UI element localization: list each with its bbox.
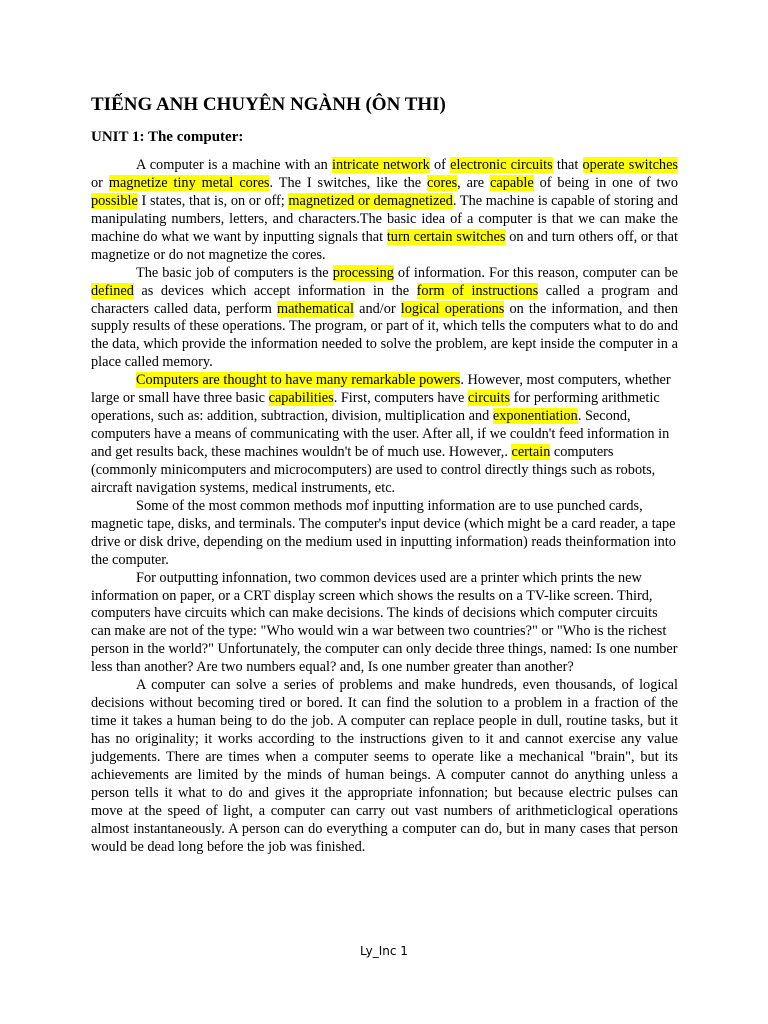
paragraph-text: A computer is a machine with an: [136, 157, 332, 173]
highlighted-text: capable: [490, 174, 534, 191]
paragraph-text: I states, that is, on or off;: [137, 192, 289, 209]
highlighted-text: capabilities: [268, 390, 334, 407]
highlighted-text: defined: [91, 282, 134, 299]
paragraph-text: Some of the most common methods mof inputting information are to use punched cards, magnetic tape, disks, and terminals. The computer's input device (which might be a card reader, a tape drive or disk drive, depending on the medium used in inputting information) reads theinformation into the computer.: [91, 497, 676, 568]
highlighted-text: Computers are thought to have many remarkable powers: [136, 372, 461, 389]
paragraph-text: For outputting infonnation, two common devices used are a printer which prints the new information on paper, or a CRT display screen which shows the results on a TV-like screen. Third, computers have circuits which can make decisions. The kinds of decisions which computer circuits can make are not of the type: "Who would win a war between two countries?" or "Who is the richest person in the world?" Unfortunately, the computer can only decide three things, named: Is one number less than another? Are two numbers equal? and, Is one number greater than another?: [91, 569, 678, 676]
highlighted-text: cores: [427, 174, 458, 191]
body-paragraph: [91, 677, 678, 856]
paragraph-text: . However, most computers, whether large or small have three basic: [91, 372, 671, 407]
highlighted-text: mathematical: [276, 300, 354, 317]
highlighted-text: form of instructions: [416, 282, 539, 299]
highlighted-text: magnetized or demagnetized: [288, 192, 453, 209]
body-paragraph: [91, 570, 678, 678]
paragraph-text: , are: [457, 174, 491, 191]
highlighted-text: circuits: [467, 390, 511, 407]
paragraph-text: of information. For this reason, computer can be: [393, 264, 679, 281]
page-footer: Ly_Inc 1: [360, 944, 408, 958]
highlighted-text: intricate network: [331, 157, 430, 173]
highlighted-text: processing: [332, 264, 394, 281]
paragraph-text: that: [552, 157, 583, 173]
highlighted-text: operate switches: [582, 157, 678, 173]
highlighted-text: exponentiation: [492, 408, 578, 425]
highlighted-text: magnetize tiny metal cores: [108, 174, 270, 191]
paragraph-text: on the information, and then supply results of these operations. The program, or part of it, which tells the computers what to do and the data, which provide the information needed to solve the problem, are kept inside the computer in a place called memory.: [91, 300, 678, 371]
paragraph-text: . The machine is capable of storing and manipulating numbers, letters, and characters.The basic idea of a computer is that we can make the machine do what we want by inputting signals that: [91, 192, 678, 245]
paragraph-text: for performing arithmetic operations, such as: addition, subtraction, division, multiplication and: [91, 390, 660, 425]
unit-heading: UNIT 1: The computer:: [91, 129, 244, 145]
paragraph-text: as devices which accept information in the: [133, 282, 417, 299]
highlighted-text: certain: [511, 444, 551, 460]
paragraph-text: of: [429, 157, 451, 173]
body-paragraph: [91, 372, 678, 498]
paragraph-text: A computer can solve a series of problems and make hundreds, even thousands, of logical decisions without becoming tired or bored. It can find the solution to a problem in a fraction of the time it takes a human being to do the job. A computer can replace people in dull, routine tasks, but it has no originality; it works according to the instructions given to it and cannot exercise any value judgements. There are times when a computer seems to operate like a mechanical "brain", but its achievements are limited by the minds of human beings. A computer cannot do anything unless a person tells it what to do and gives it the appropriate infonnation; but because electric pulses can move at the speed of light, a computer can carry out vast numbers of arithmeticlogical operations almost instantaneously. A person can do everything a computer can do, but in many cases that person would be dead long before the job was finished.: [91, 677, 678, 855]
paragraph-text: of being in one of two: [533, 174, 678, 191]
document-title: TIẾNG ANH CHUYÊN NGÀNH (ÔN THI): [91, 94, 446, 115]
paragraph-text: on and turn others off, or that magnetize or do not magnetize the cores.: [91, 228, 679, 263]
paragraph-text: and/or: [353, 300, 401, 317]
paragraph-text: . The I switches, like the: [269, 174, 427, 191]
paragraph-text: called a program and characters called data, perform: [91, 282, 678, 317]
paragraph-text: The basic job of computers is the: [136, 264, 333, 281]
document-body: [91, 157, 678, 857]
highlighted-text: logical operations: [400, 300, 505, 317]
body-paragraph: [91, 498, 678, 570]
paragraph-text: or: [91, 174, 109, 191]
highlighted-text: possible: [91, 192, 138, 209]
paragraph-text: . First, computers have: [333, 390, 468, 407]
body-paragraph: [91, 265, 678, 373]
paragraph-text: computers (commonly minicomputers and microcomputers) are used to control directly things such as robots, aircraft navigation systems, medical instruments, etc.: [91, 444, 656, 496]
paragraph-text: . Second, computers have a means of communicating with the user. After all, if we couldn't feed information in and get results back, these machines wouldn't be of much use. However,.: [91, 408, 670, 460]
highlighted-text: electronic circuits: [450, 157, 553, 173]
body-paragraph: [91, 157, 678, 265]
highlighted-text: turn certain switches: [386, 228, 506, 245]
